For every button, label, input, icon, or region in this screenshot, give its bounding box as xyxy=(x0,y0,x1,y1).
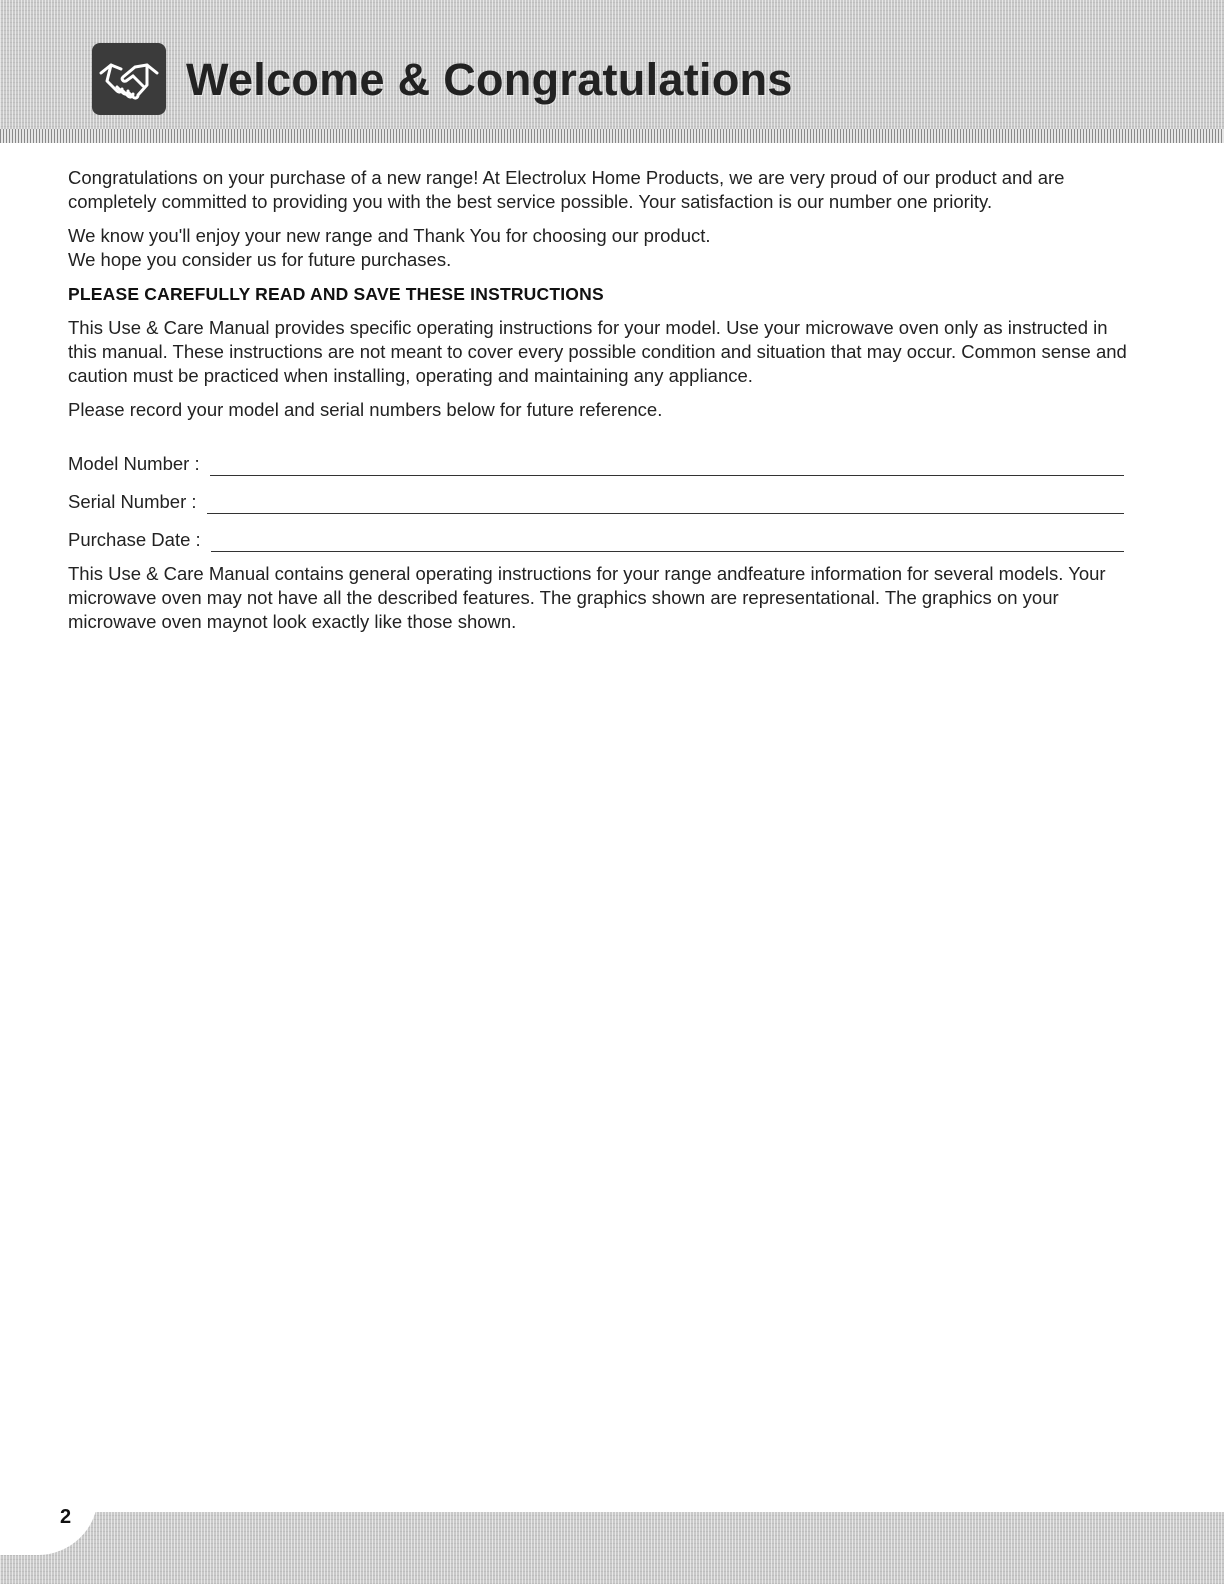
purchase-date-label: Purchase Date : xyxy=(68,529,201,550)
serial-number-label: Serial Number : xyxy=(68,491,197,512)
instructions-paragraph: This Use & Care Manual provides specific operating instructions for your model. Use your microwave oven only as instructed in this manual. These instructions are not meant to cover every possible condition and situation that may occur. Common sense and caution must be practiced when installing, operating and maintaining any appliance. xyxy=(68,317,1127,386)
serial-number-line xyxy=(207,491,1124,514)
purchase-date-row xyxy=(68,514,1124,552)
page-content xyxy=(68,166,1128,644)
model-number-line xyxy=(210,453,1124,476)
purchase-date-line xyxy=(211,529,1124,552)
model-number-label: Model Number : xyxy=(68,453,200,474)
model-number-row xyxy=(68,438,1124,476)
intro-line-1: We know you'll enjoy your new range and Thank You for choosing our product. xyxy=(68,225,711,246)
instructions-heading: PLEASE CAREFULLY READ AND SAVE THESE INSTRUCTIONS xyxy=(68,284,604,304)
closing-paragraph: This Use & Care Manual contains general operating instructions for your range andfeature information for several models. Your microwave oven may not have all the described features. The graphics shown are representational. The graphics on your microwave oven maynot look exactly like those shown. xyxy=(68,563,1106,632)
handshake-icon-graphic xyxy=(97,51,161,107)
record-prompt: Please record your model and serial numbers below for future reference. xyxy=(68,399,663,420)
intro-line-2: We hope you consider us for future purchases. xyxy=(68,249,452,270)
serial-number-row xyxy=(68,476,1124,514)
intro-paragraph: Congratulations on your purchase of a new range! At Electrolux Home Products, we are very proud of our product and are completely committed to providing you with the best service possible. Your satisfaction is our number one priority. xyxy=(68,167,1065,212)
record-fields xyxy=(68,438,1124,552)
handshake-icon xyxy=(92,43,166,115)
page-number: 2 xyxy=(60,1506,72,1528)
footer-banner xyxy=(0,1512,1224,1584)
page-title: Welcome & Congratulations xyxy=(186,54,793,105)
